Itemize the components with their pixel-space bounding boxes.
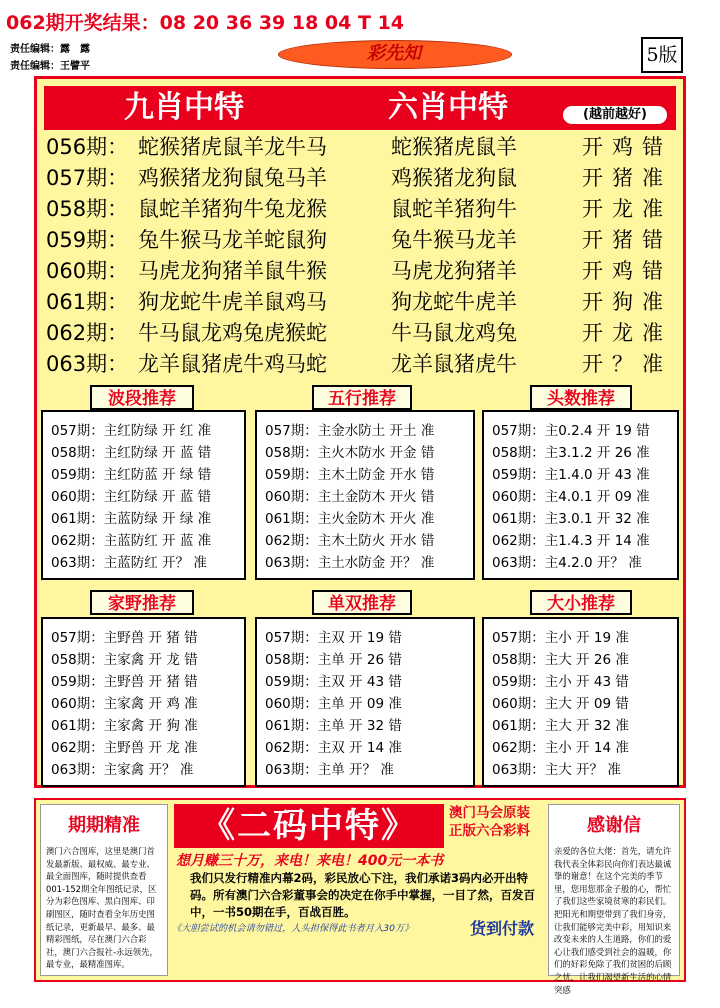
price-line: 想月赚三十万，来电！来电！400元一本书 xyxy=(176,853,444,869)
promo-body: 我们只发行精准内幕2码，彩民放心下注，我们承诺3码内必开出特码。所有澳门六合彩董事会的决定在你手中掌握，一目了然，百发百中，一书50期在手，百战百胜。 xyxy=(190,871,535,919)
prediction-open: 开 xyxy=(582,135,603,159)
prediction-open: 开 xyxy=(582,352,603,376)
section-row: 061期：主家禽 开 狗 准 xyxy=(51,718,198,734)
page-number-badge: 5版 xyxy=(641,37,683,73)
editor-line-1: 责任编辑：露 露 xyxy=(10,44,90,55)
promo-title: 《二码中特》 xyxy=(201,806,417,846)
prediction-open: 开 xyxy=(582,166,603,190)
section-row: 060期：主家禽 开 鸡 准 xyxy=(51,696,198,712)
prediction-result: 错 xyxy=(642,135,663,159)
prediction-row xyxy=(46,225,676,256)
prediction-row xyxy=(46,256,676,287)
footer-note: 《大胆尝试的机会请勿错过，人头担保得此书者月入30万》 xyxy=(172,923,414,934)
section-row: 057期：主小 开 19 准 xyxy=(492,630,629,646)
draw-result-title: 062期开奖结果：08 20 36 39 18 04 T 14 xyxy=(6,12,405,34)
section-row: 062期：主蓝防红 开 蓝 准 xyxy=(51,533,212,549)
prediction-zodiac: ？ xyxy=(612,352,633,376)
prediction-period: 057期： xyxy=(46,166,129,190)
section-row: 063期：主土水防金 开？ 准 xyxy=(265,555,435,571)
section-row: 060期：主大 开 09 错 xyxy=(492,696,629,712)
prediction-nine: 鸡猴猪龙狗鼠兔马羊 xyxy=(138,166,327,190)
section-row: 058期：主红防绿 开 蓝 错 xyxy=(51,445,212,461)
section-row: 063期：主家禽 开？ 准 xyxy=(51,762,194,778)
prediction-result: 准 xyxy=(642,321,663,345)
section-row: 062期：主小 开 14 准 xyxy=(492,740,629,756)
source-line-2: 正版六合彩料 xyxy=(449,823,530,839)
prediction-zodiac: 龙 xyxy=(612,197,633,221)
thank-letter-body: 亲爱的各位大佬：首先，请允许我代表全体彩民向你们表达最诚挚的谢意！在这个完美的季节里，您用您那金子般的心，帮忙了我们这些家境贫寒的彩民们。把阳光和期望带到了我们身旁，让我们能够完美中彩，用知识来改变未来的人生道路，你们的爱心让我们感受到社会的温暖，你们的好彩免除了我们贫困的后顾之忧，让我们渴望新生活的心情突感 xyxy=(554,846,672,995)
prediction-period: 056期： xyxy=(46,135,129,159)
six-zodiac-title: 六肖中特 xyxy=(388,90,508,125)
section-row: 062期：主双 开 14 准 xyxy=(265,740,402,756)
section-row: 062期：主1.4.3 开 14 准 xyxy=(492,533,650,549)
section-row: 057期：主野兽 开 猪 错 xyxy=(51,630,198,646)
source-line-1: 澳门马会原装 xyxy=(449,805,530,821)
prediction-six: 狗龙蛇牛虎羊 xyxy=(391,290,517,314)
section-row: 062期：主野兽 开 龙 准 xyxy=(51,740,198,756)
section-row: 063期：主大 开？ 准 xyxy=(492,762,621,778)
left-info-title: 期期精准 xyxy=(68,815,140,836)
right-letter-column xyxy=(548,804,680,995)
section-row: 061期：主蓝防绿 开 绿 准 xyxy=(51,511,212,527)
section-row: 059期：主野兽 开 猪 错 xyxy=(51,674,198,690)
prediction-period: 060期： xyxy=(46,259,129,283)
section-row: 060期：主单 开 09 准 xyxy=(265,696,402,712)
prediction-nine: 狗龙蛇牛虎羊鼠鸡马 xyxy=(138,290,327,314)
prediction-result: 准 xyxy=(642,352,663,376)
prediction-result: 准 xyxy=(642,197,663,221)
section-row: 058期：主大 开 26 准 xyxy=(492,652,629,668)
section-row: 057期：主金水防土 开土 准 xyxy=(265,423,435,439)
prediction-nine: 蛇猴猪虎鼠羊龙牛马 xyxy=(138,135,327,159)
prediction-result: 错 xyxy=(642,228,663,252)
prediction-open: 开 xyxy=(582,290,603,314)
prediction-six: 鼠蛇羊猪狗牛 xyxy=(391,197,517,221)
prediction-period: 058期： xyxy=(46,197,129,221)
prediction-result: 准 xyxy=(642,290,663,314)
prediction-row xyxy=(46,132,676,163)
section-row: 057期：主双 开 19 错 xyxy=(265,630,402,646)
section-title: 波段推荐 xyxy=(90,385,194,410)
prediction-nine: 马虎龙狗猪羊鼠牛猴 xyxy=(138,259,327,283)
prediction-zodiac: 狗 xyxy=(612,290,633,314)
source-label xyxy=(449,804,545,840)
editor-line-2: 责任编辑：王譬平 xyxy=(10,61,90,72)
prediction-row xyxy=(46,318,676,349)
section-row: 061期：主火金防木 开火 准 xyxy=(265,511,435,527)
prediction-result: 错 xyxy=(642,259,663,283)
section-row: 061期：主单 开 32 错 xyxy=(265,718,402,734)
left-info-column xyxy=(40,804,168,976)
section-row: 059期：主木土防金 开水 错 xyxy=(265,467,435,483)
prediction-open: 开 xyxy=(582,197,603,221)
section-title: 单双推荐 xyxy=(312,590,412,615)
prediction-zodiac: 猪 xyxy=(612,228,633,252)
prediction-row xyxy=(46,194,676,225)
section-row: 059期：主双 开 43 错 xyxy=(265,674,402,690)
prediction-six: 马虎龙狗猪羊 xyxy=(391,259,517,283)
prediction-row xyxy=(46,349,676,380)
section-row: 063期：主单 开？ 准 xyxy=(265,762,394,778)
section-row: 059期：主1.4.0 开 43 准 xyxy=(492,467,650,483)
section-row: 060期：主4.0.1 开 09 准 xyxy=(492,489,650,505)
prediction-nine: 牛马鼠龙鸡兔虎猴蛇 xyxy=(138,321,327,345)
prediction-open: 开 xyxy=(582,228,603,252)
prediction-period: 063期： xyxy=(46,352,129,376)
section-row: 061期：主3.0.1 开 32 准 xyxy=(492,511,650,527)
left-info-body: 澳门六合图库，这里是澳门首发最新版、最权威、最专业、最全面图库，随时提供查看001-152期全年图纸记录，区分为彩色图库、黑白图库、印刷图区，随时查看全年历史图纸记录，更新最早、最多、最精彩图纸，尽在澳门六合彩社，澳门六合报社-永远领先，最专业，最精准图库。 xyxy=(46,846,158,970)
thank-letter-title: 感谢信 xyxy=(587,815,641,836)
cash-on-delivery-label: 货到付款 xyxy=(470,919,535,938)
section-row: 058期：主3.1.2 开 26 准 xyxy=(492,445,650,461)
prediction-six: 蛇猴猪虎鼠羊 xyxy=(391,135,517,159)
prediction-row xyxy=(46,287,676,318)
prediction-zodiac: 猪 xyxy=(612,166,633,190)
section-title: 五行推荐 xyxy=(312,385,412,410)
section-row: 057期：主0.2.4 开 19 错 xyxy=(492,423,650,439)
prediction-six: 龙羊鼠猪虎牛 xyxy=(391,352,517,376)
prediction-open: 开 xyxy=(582,321,603,345)
section-title: 家野推荐 xyxy=(90,590,194,615)
section-row: 059期：主红防蓝 开 绿 错 xyxy=(51,467,212,483)
section-row: 059期：主小 开 43 错 xyxy=(492,674,629,690)
section-row: 057期：主红防绿 开 红 准 xyxy=(51,423,212,439)
prediction-result: 准 xyxy=(642,166,663,190)
section-row: 058期：主火木防水 开金 错 xyxy=(265,445,435,461)
brand-name: 彩先知 xyxy=(367,43,421,64)
section-row: 058期：主单 开 26 错 xyxy=(265,652,402,668)
nine-zodiac-title: 九肖中特 xyxy=(124,90,244,125)
prediction-six: 鸡猴猪龙狗鼠 xyxy=(391,166,517,190)
section-row: 058期：主家禽 开 龙 错 xyxy=(51,652,198,668)
section-row: 061期：主大 开 32 准 xyxy=(492,718,629,734)
prediction-nine: 兔牛猴马龙羊蛇鼠狗 xyxy=(138,228,327,252)
prediction-period: 061期： xyxy=(46,290,129,314)
prediction-row xyxy=(46,163,676,194)
prediction-open: 开 xyxy=(582,259,603,283)
section-row: 060期：主红防绿 开 蓝 错 xyxy=(51,489,212,505)
prediction-six: 兔牛猴马龙羊 xyxy=(391,228,517,252)
section-title: 大小推荐 xyxy=(530,590,632,615)
banner-note: (越前越好) xyxy=(563,106,667,124)
prediction-zodiac: 鸡 xyxy=(612,135,633,159)
section-row: 060期：主土金防木 开火 错 xyxy=(265,489,435,505)
prediction-zodiac: 龙 xyxy=(612,321,633,345)
prediction-period: 059期： xyxy=(46,228,129,252)
section-row: 063期：主蓝防红 开？ 准 xyxy=(51,555,207,571)
prediction-nine: 鼠蛇羊猪狗牛兔龙猴 xyxy=(138,197,327,221)
section-title: 头数推荐 xyxy=(530,385,632,410)
prediction-period: 062期： xyxy=(46,321,129,345)
prediction-zodiac: 鸡 xyxy=(612,259,633,283)
section-row: 063期：主4.2.0 开？ 准 xyxy=(492,555,642,571)
prediction-six: 牛马鼠龙鸡兔 xyxy=(391,321,517,345)
section-row: 062期：主木土防火 开水 错 xyxy=(265,533,435,549)
prediction-nine: 龙羊鼠猪虎牛鸡马蛇 xyxy=(138,352,327,376)
